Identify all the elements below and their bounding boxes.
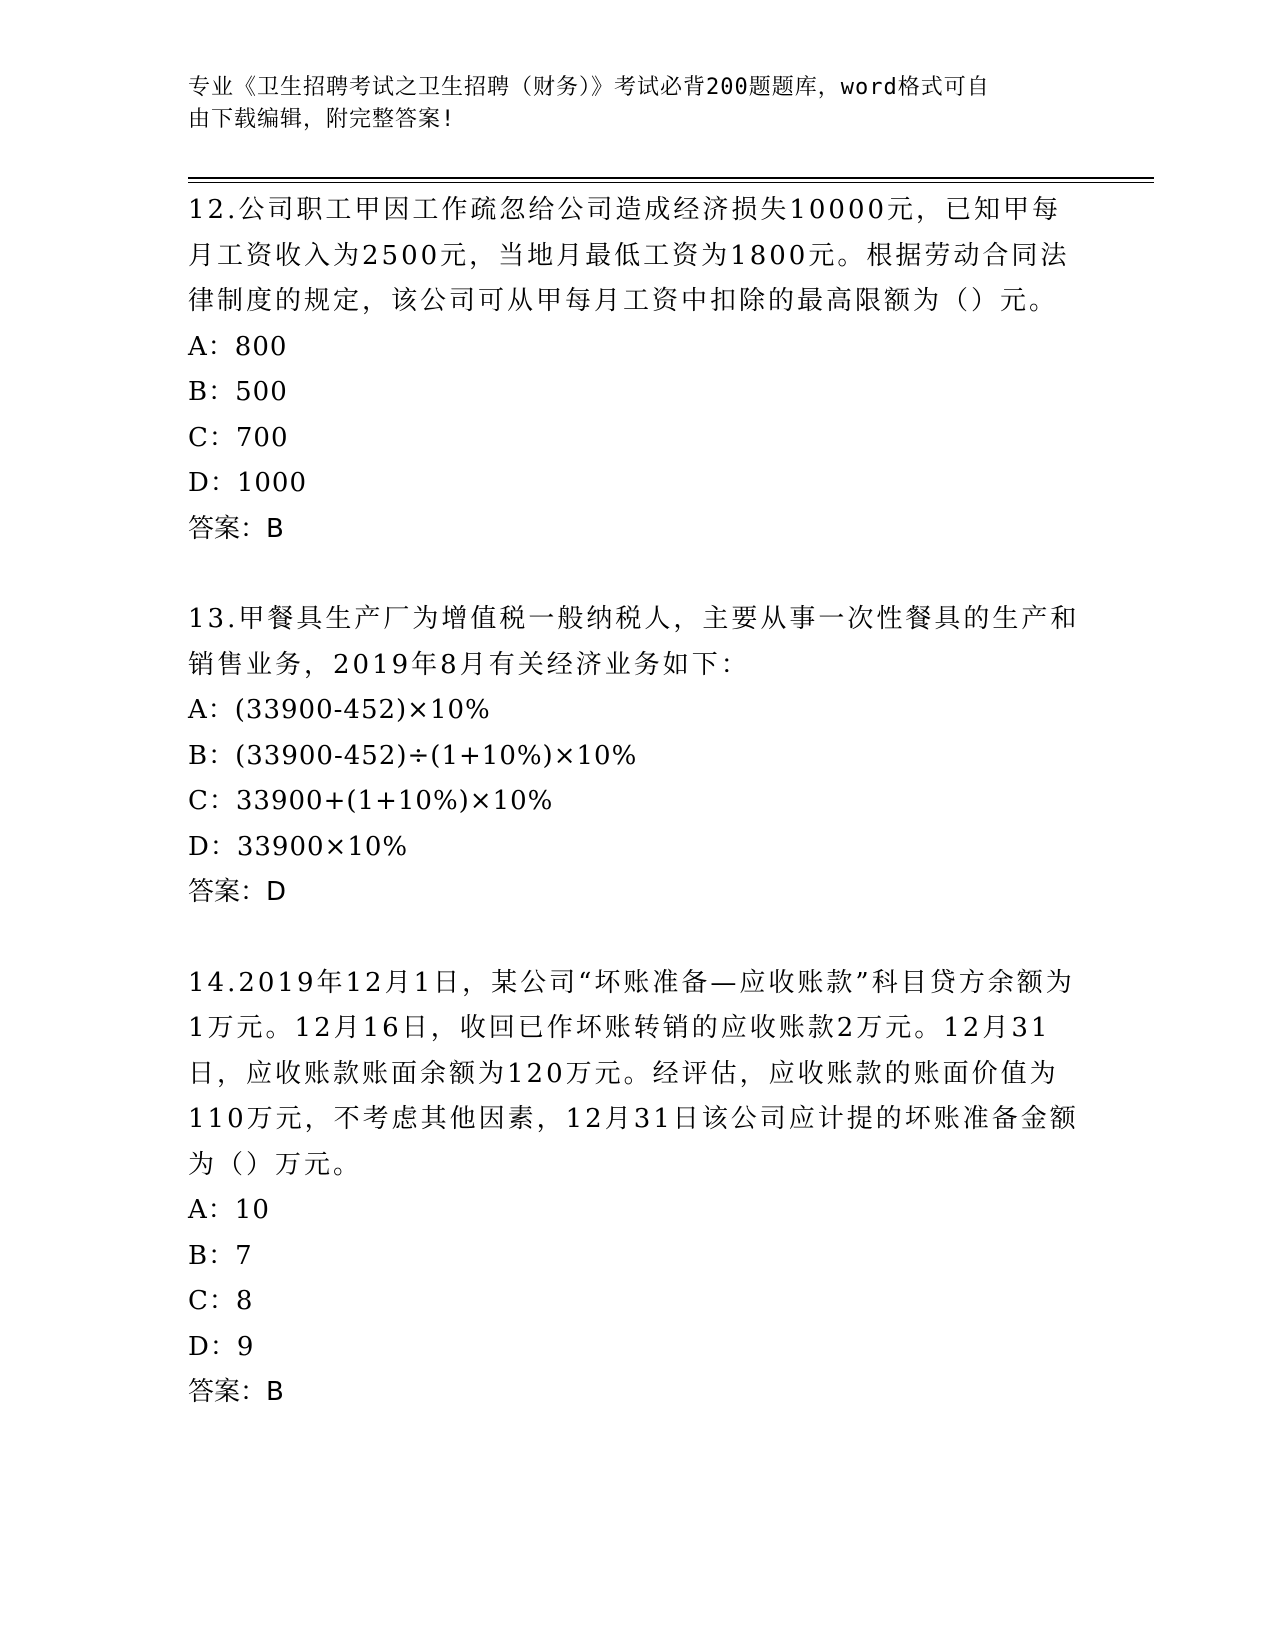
spacer [188,916,1088,961]
header-rule-thin [188,182,1154,183]
question-stem: 13.甲餐具生产厂为增值税一般纳税人，主要从事一次性餐具的生产和销售业务，2019年8月有关经济业务如下： [188,604,1080,680]
question-14 [188,961,1088,1416]
option-a: A：800 [188,331,288,362]
header-line-1: 专业《卫生招聘考试之卫生招聘（财务）》考试必背200题题库，word格式可自 [188,75,990,100]
option-b: B：(33900-452)÷(1+10%)×10% [188,740,638,771]
question-list [188,188,1088,1416]
answer: 答案：B [188,513,284,544]
option-d: D：33900×10% [188,831,409,862]
header-rule-thick [188,177,1154,179]
question-stem: 14.2019年12月1日，某公司“坏账准备—应收账款”科目贷方余额为1万元。12月16日，收回已作坏账转销的应收账款2万元。12月31日，应收账款账面余额为120万元。经评估，应收账款的账面价值为110万元，不考虑其他因素，12月31日该公司应计提的坏账准备金额为（）万元。 [188,967,1079,1180]
option-a: A：(33900-452)×10% [188,695,491,725]
option-a: A：10 [188,1195,270,1225]
question-12 [188,188,1088,552]
question-13 [188,597,1088,916]
option-b: B：7 [188,1240,253,1271]
option-c: C：8 [188,1286,254,1316]
answer: 答案：D [188,877,287,907]
option-d: D：9 [188,1331,255,1362]
option-c: C：700 [188,422,289,453]
option-b: B：500 [188,377,288,407]
option-c: C：33900+(1+10%)×10% [188,786,554,816]
answer: 答案：B [188,1377,284,1407]
document-header [188,72,1068,136]
question-stem: 12.公司职工甲因工作疏忽给公司造成经济损失10000元，已知甲每月工资收入为2500元，当地月最低工资为1800元。根据劳动合同法律制度的规定，该公司可从甲每月工资中扣除的最高限额为（）元。 [188,195,1070,316]
spacer [188,552,1088,597]
header-line-2: 由下载编辑，附完整答案! [188,107,456,132]
option-d: D：1000 [188,468,308,498]
